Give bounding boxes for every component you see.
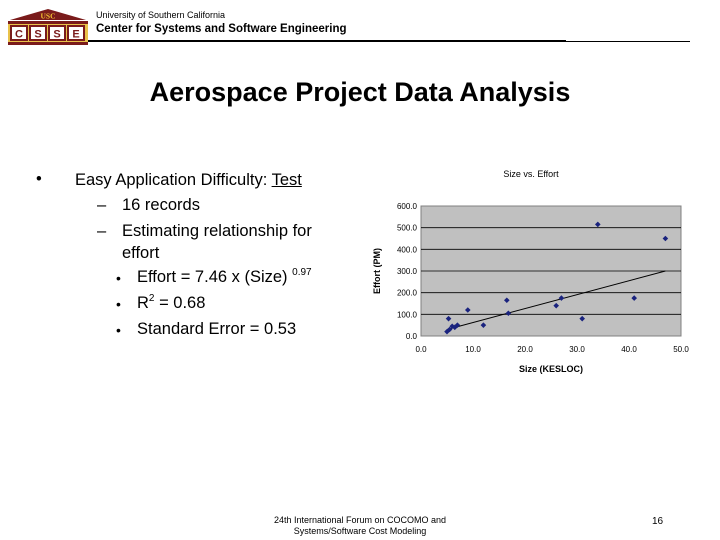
r-squared-exponent: 2 — [148, 293, 155, 304]
dash-marker: – — [97, 196, 107, 214]
y-tick-label: 200.0 — [396, 288, 417, 298]
bullet-marker: • — [116, 296, 121, 312]
y-tick-label: 0.0 — [405, 332, 417, 341]
bullet-main-text: Easy Application Difficulty: — [75, 171, 272, 189]
r-squared-value: = 0.68 — [154, 294, 206, 312]
bullet-marker: • — [116, 322, 121, 338]
usc-csse-logo — [6, 8, 90, 46]
logo-letter: E — [72, 28, 80, 41]
bullet-main — [75, 171, 302, 190]
x-tick-label: 0.0 — [415, 345, 427, 354]
bullet-marker: • — [36, 170, 42, 188]
header-rule-thin — [566, 41, 690, 42]
bullet-marker: • — [116, 270, 121, 286]
x-tick-label: 10.0 — [465, 345, 481, 354]
footer-text — [250, 515, 470, 537]
size-vs-effort-chart — [355, 160, 695, 380]
standard-error: Standard Error = 0.53 — [137, 320, 297, 338]
center-name: Center for Systems and Software Engineering — [96, 23, 347, 35]
equation-text: Effort = 7.46 x (Size) — [137, 268, 293, 286]
y-tick-label: 500.0 — [396, 223, 417, 233]
header-rule — [88, 40, 566, 42]
slide-title: Aerospace Project Data Analysis — [149, 77, 571, 107]
logo-letter: S — [34, 28, 42, 41]
r-squared-base: R — [137, 294, 149, 312]
logo-letter: S — [53, 28, 61, 41]
sub-bullet-relationship: Estimating relationship for — [122, 222, 312, 240]
r-squared — [137, 294, 205, 313]
logo-usc-text: USC — [40, 11, 56, 21]
y-axis-ticks — [397, 202, 418, 341]
equation-effort — [137, 268, 312, 287]
logo-letter: C — [15, 28, 23, 41]
x-tick-label: 20.0 — [517, 345, 533, 354]
chart-title: Size vs. Effort — [503, 169, 559, 179]
sub-bullet-records: 16 records — [122, 196, 200, 214]
x-axis-ticks — [415, 345, 689, 354]
x-tick-label: 40.0 — [621, 345, 637, 354]
y-axis-label: Effort (PM) — [372, 248, 382, 294]
x-tick-label: 30.0 — [569, 345, 585, 354]
y-tick-label: 300.0 — [396, 267, 417, 276]
footer-line-2: Systems/Software Cost Modeling — [293, 526, 427, 536]
x-tick-label: 50.0 — [673, 345, 689, 354]
y-tick-label: 100.0 — [396, 310, 417, 320]
bullet-main-underlined: Test — [271, 171, 302, 189]
x-axis-label: Size (KESLOC) — [518, 364, 584, 374]
university-name: University of Southern California — [96, 10, 226, 20]
page-number: 16 — [652, 516, 664, 527]
footer-line-1: 24th International Forum on COCOMO and — [273, 515, 447, 525]
dash-marker: – — [97, 222, 107, 240]
y-tick-label: 400.0 — [396, 245, 417, 255]
y-tick-label: 600.0 — [396, 202, 417, 211]
equation-exponent: 0.97 — [292, 267, 312, 278]
sub-bullet-relationship-cont: effort — [122, 244, 160, 262]
